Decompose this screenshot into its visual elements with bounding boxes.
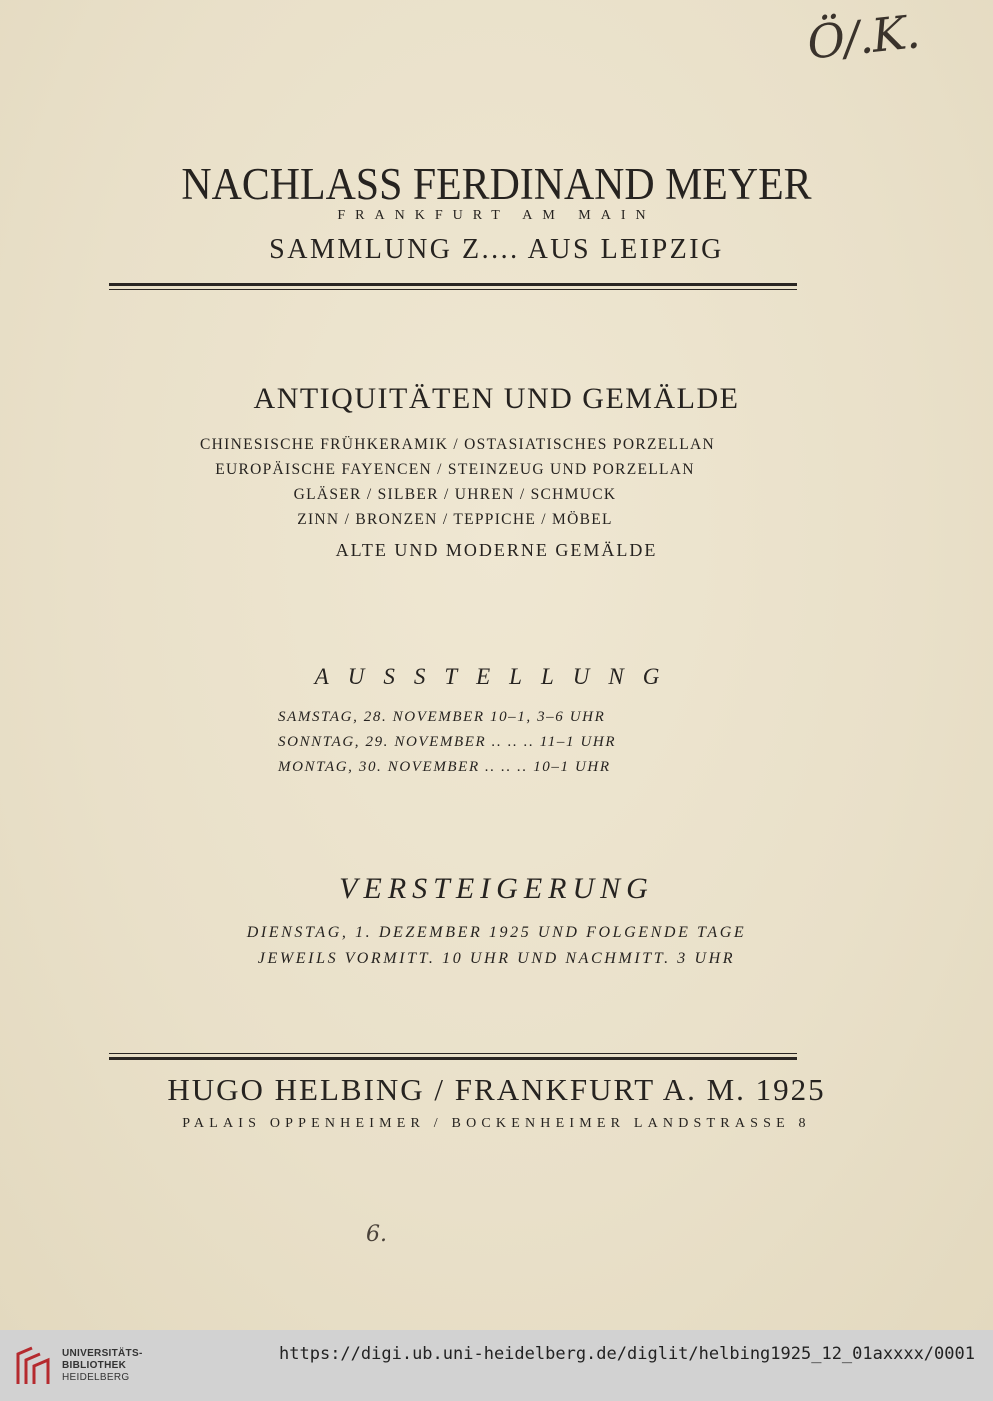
contents-heading: ANTIQUITÄTEN UND GEMÄLDE xyxy=(253,382,740,415)
auction-line: JEWEILS VORMITT. 10 UHR UND NACHMITT. 3 UHR xyxy=(257,950,736,967)
library-name-line: UNIVERSITÄTS- xyxy=(62,1348,143,1359)
auction-details xyxy=(0,920,993,972)
permalink-url[interactable]: https://digi.ub.uni-heidelberg.de/diglit/helbing1925_12_01axxxx/0001 xyxy=(279,1344,975,1364)
library-name-line: HEIDELBERG xyxy=(62,1372,130,1383)
publisher-address: PALAIS OPPENHEIMER / BOCKENHEIMER LANDSTRASSE 8 xyxy=(182,1116,811,1131)
exhibition-date: SONNTAG, 29. NOVEMBER .. .. .. 11–1 UHR xyxy=(278,734,617,750)
exhibition-dates xyxy=(278,705,638,780)
exhibition-date: SAMSTAG, 28. NOVEMBER 10–1, 3–6 UHR xyxy=(278,709,606,725)
catalog-title: NACHLASS FERDINAND MEYER xyxy=(181,159,812,209)
library-logo-icon xyxy=(12,1344,58,1390)
contents-item: EUROPÄISCHE FAYENCEN / STEINZEUG UND PORZELLAN xyxy=(215,461,695,478)
contents-list xyxy=(200,432,716,532)
exhibition-heading: AUSSTELLUNG xyxy=(314,664,679,689)
handwritten-note: Ö/.K. xyxy=(804,4,922,70)
bottom-divider xyxy=(109,1053,797,1060)
library-name xyxy=(62,1348,143,1384)
handwritten-mark: 6. xyxy=(366,1222,387,1247)
contents-item: CHINESISCHE FRÜHKERAMIK / OSTASIATISCHES PORZELLAN xyxy=(200,436,716,453)
exhibition-date: MONTAG, 30. NOVEMBER .. .. .. 10–1 UHR xyxy=(278,759,611,775)
paintings-line: ALTE UND MODERNE GEMÄLDE xyxy=(335,540,658,560)
publisher-name: HUGO HELBING / FRANKFURT A. M. 1925 xyxy=(167,1072,826,1107)
catalog-city: FRANKFURT AM MAIN xyxy=(337,208,656,223)
auction-heading: VERSTEIGERUNG xyxy=(339,872,654,905)
library-name-line: BIBLIOTHEK xyxy=(62,1360,127,1371)
catalog-collection: SAMMLUNG Z.... AUS LEIPZIG xyxy=(269,234,724,265)
viewer-footer xyxy=(0,1330,993,1401)
contents-item: GLÄSER / SILBER / UHREN / SCHMUCK xyxy=(293,486,617,503)
top-divider xyxy=(109,283,797,290)
contents-item: ZINN / BRONZEN / TEPPICHE / MÖBEL xyxy=(297,511,613,528)
auction-line: DIENSTAG, 1. DEZEMBER 1925 UND FOLGENDE TAGE xyxy=(246,924,747,941)
